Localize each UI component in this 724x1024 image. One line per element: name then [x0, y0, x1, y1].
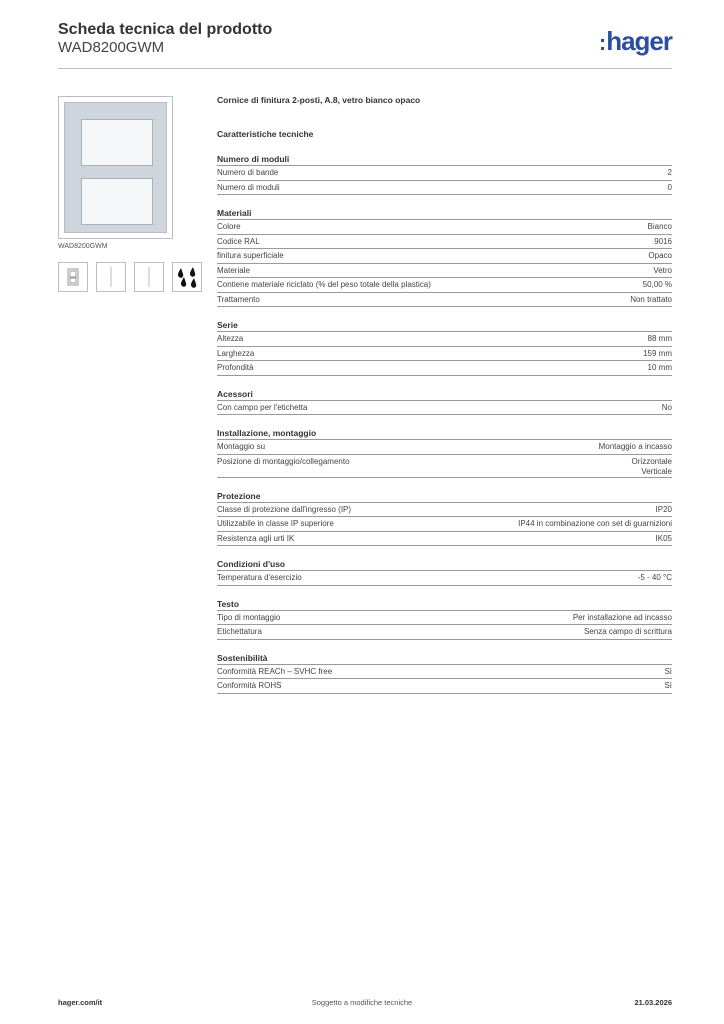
- spec-sections: [217, 154, 672, 694]
- spec-value: Orizzontale Verticale: [631, 456, 672, 476]
- spec-value: Montaggio a incasso: [598, 442, 672, 451]
- spec-label: Montaggio su: [217, 442, 266, 451]
- section-title: Condizioni d'uso: [217, 559, 672, 571]
- footer-date: 21.03.2026: [634, 998, 672, 1007]
- header-divider: [58, 68, 672, 69]
- spec-section: [217, 653, 672, 694]
- frame-illustration: [64, 102, 167, 233]
- logo-colon-icon: :: [598, 30, 606, 55]
- spec-value: Senza campo di scrittura: [583, 627, 672, 636]
- product-code: WAD8200GWM: [58, 39, 165, 56]
- spec-label: Resistenza agli urti IK: [217, 533, 295, 543]
- vertical-line-icon[interactable]: [96, 262, 126, 292]
- spec-label: Numero di moduli: [217, 182, 280, 192]
- spec-label: Tipo di montaggio: [217, 612, 281, 622]
- spec-row: [217, 611, 672, 626]
- vertical-line-icon[interactable]: [134, 262, 164, 292]
- spec-row: [217, 440, 672, 455]
- spec-label: Trattamento: [217, 294, 260, 304]
- spec-value: -5 - 40 °C: [637, 573, 672, 582]
- spec-value: 9016: [654, 236, 672, 246]
- spec-row: [217, 249, 672, 264]
- frame-opening-top: [81, 119, 153, 166]
- spec-label: Temperatura d'esercizio: [217, 573, 302, 582]
- spec-label: Larghezza: [217, 348, 255, 358]
- spec-content: [217, 95, 672, 694]
- product-description: Cornice di finitura 2-posti, A.8, vetro bianco opaco: [217, 95, 421, 105]
- hager-logo: [599, 26, 672, 57]
- spec-section: [217, 599, 672, 640]
- spec-label: Codice RAL: [217, 236, 260, 246]
- image-caption: WAD8200GWM: [58, 243, 108, 250]
- footer-website[interactable]: hager.com/it: [58, 998, 103, 1007]
- spec-label: Colore: [217, 222, 241, 231]
- spec-value: Non trattato: [630, 294, 672, 304]
- spec-value: Sì: [664, 666, 672, 676]
- spec-value: 0: [667, 182, 672, 192]
- spec-label: Utilizzabile in classe IP superiore: [217, 519, 334, 528]
- product-image: [58, 96, 173, 239]
- spec-section: [217, 491, 672, 547]
- spec-label: Con campo per l'etichetta: [217, 402, 308, 412]
- spec-row: [217, 347, 672, 362]
- spec-label: Conformità ROHS: [217, 681, 282, 690]
- spec-section: [217, 559, 672, 586]
- spec-row: [217, 517, 672, 532]
- section-title: Acessori: [217, 389, 672, 401]
- logo-text: hager: [606, 26, 672, 56]
- spec-row: [217, 235, 672, 250]
- spec-label: Numero di bande: [217, 168, 279, 177]
- spec-row: [217, 571, 672, 586]
- section-title: Protezione: [217, 491, 672, 503]
- spec-value: Per installazione ad incasso: [572, 612, 672, 622]
- section-title: Installazione, montaggio: [217, 428, 672, 440]
- spec-section: [217, 389, 672, 416]
- spec-label: Etichettatura: [217, 627, 262, 636]
- spec-section: [217, 154, 672, 195]
- spec-value: 159 mm: [643, 348, 672, 358]
- page-title: Scheda tecnica del prodotto: [58, 21, 273, 38]
- section-title: Testo: [217, 599, 672, 611]
- spec-row: [217, 455, 672, 478]
- spec-value: Opaco: [648, 251, 672, 260]
- spec-value: 2: [667, 168, 672, 177]
- spec-label: Classe di protezione dall'ingresso (IP): [217, 504, 352, 514]
- spec-row: [217, 181, 672, 196]
- spec-row: [217, 361, 672, 376]
- spec-value: No: [661, 402, 672, 412]
- spec-section: [217, 320, 672, 376]
- spec-row: [217, 503, 672, 518]
- spec-value: Vetro: [653, 265, 672, 275]
- footer-note: Soggetto a modifiche tecniche: [311, 998, 413, 1007]
- spec-row: [217, 625, 672, 640]
- spec-row: [217, 220, 672, 235]
- spec-row: [217, 332, 672, 347]
- spec-value: Bianco: [647, 222, 672, 231]
- spec-label: Profondità: [217, 363, 254, 372]
- spec-label: Contiene materiale riciclato (% del peso totale della plastica): [217, 280, 431, 289]
- tech-heading: Caratteristiche tecniche: [217, 129, 314, 139]
- spec-row: [217, 293, 672, 308]
- spec-value: IP20: [655, 504, 672, 514]
- frame-opening-bottom: [81, 178, 153, 225]
- spec-row: [217, 679, 672, 694]
- spec-row: [217, 665, 672, 680]
- spec-value: IK05: [655, 533, 672, 543]
- spec-value: 88 mm: [647, 334, 672, 343]
- spec-section: [217, 428, 672, 478]
- thumbnail-strip: [58, 262, 202, 292]
- section-title: Materiali: [217, 208, 672, 220]
- spec-row: [217, 278, 672, 293]
- spec-label: Posizione di montaggio/collegamento: [217, 456, 350, 466]
- spec-row: [217, 264, 672, 279]
- section-title: Serie: [217, 320, 672, 332]
- section-title: Numero di moduli: [217, 154, 672, 166]
- section-title: Sostenibilità: [217, 653, 672, 665]
- water-drops-icon[interactable]: [172, 262, 202, 292]
- spec-row: [217, 532, 672, 547]
- spec-row: [217, 166, 672, 181]
- spec-value: Sì: [664, 681, 672, 690]
- spec-label: Altezza: [217, 334, 244, 343]
- spec-value: 50,00 %: [642, 280, 672, 289]
- spec-section: [217, 208, 672, 307]
- spec-label: Materiale: [217, 265, 250, 275]
- spec-value: IP44 in combinazione con set di guarnizioni: [518, 519, 672, 528]
- spec-row: [217, 401, 672, 416]
- spec-label: Conformità REACh – SVHC free: [217, 666, 333, 676]
- spec-label: finitura superficiale: [217, 251, 284, 260]
- module-icon[interactable]: [58, 262, 88, 292]
- spec-value: 10 mm: [647, 363, 672, 372]
